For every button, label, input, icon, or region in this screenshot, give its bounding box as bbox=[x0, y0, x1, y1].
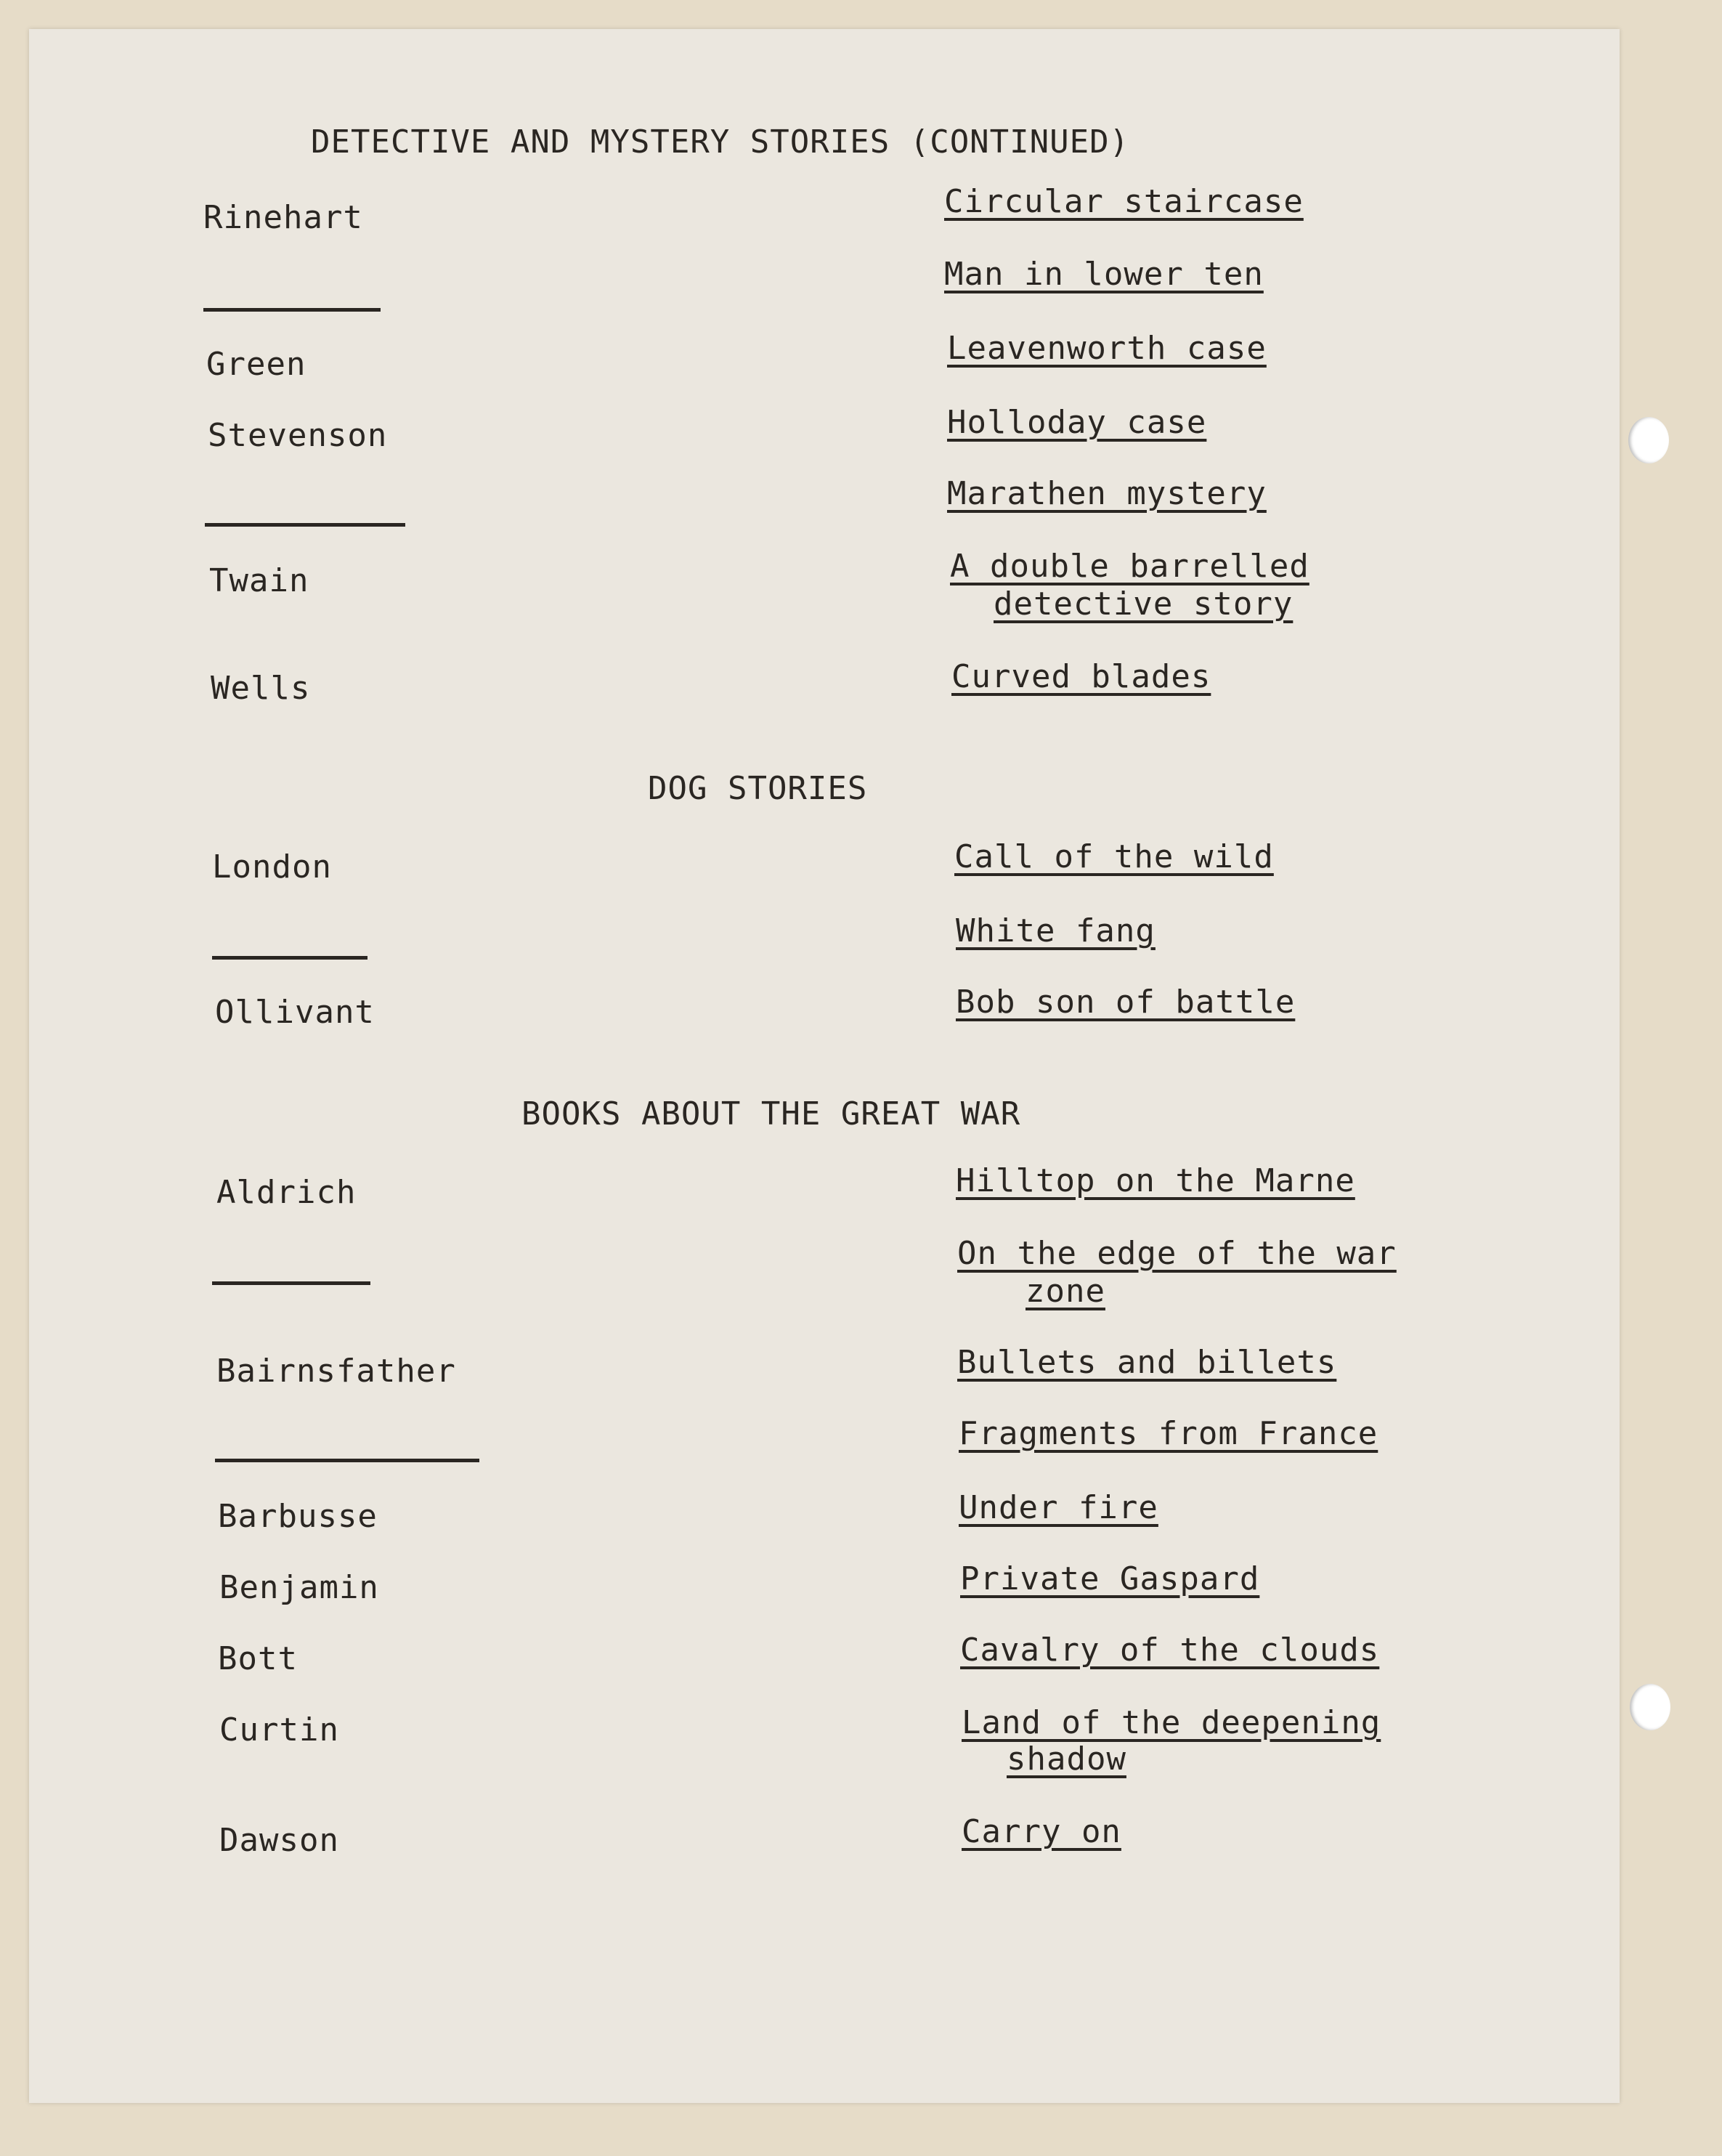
author-dawson: Dawson bbox=[219, 1822, 339, 1859]
author-wells: Wells bbox=[211, 670, 311, 707]
title-circular-staircase: Circular staircase bbox=[944, 183, 1304, 220]
title-under-fire: Under fire bbox=[959, 1489, 1158, 1526]
section-heading-dog-stories: DOG STORIES bbox=[648, 770, 868, 807]
title-detective-story: detective story bbox=[994, 585, 1293, 623]
author-london: London bbox=[212, 848, 332, 885]
title-holloday-case: Holloday case bbox=[947, 404, 1207, 441]
typed-page bbox=[29, 29, 1620, 2103]
author-stevenson: Stevenson bbox=[208, 417, 388, 454]
section-heading-great-war: BOOKS ABOUT THE GREAT WAR bbox=[521, 1095, 1021, 1132]
title-bullets-and-billets: Bullets and billets bbox=[957, 1344, 1337, 1381]
title-marathen-mystery: Marathen mystery bbox=[947, 475, 1267, 512]
author-rinehart: Rinehart bbox=[203, 199, 363, 236]
title-a-double-barrelled: A double barrelled bbox=[950, 548, 1309, 585]
author-bairnsfather: Bairnsfather bbox=[216, 1353, 456, 1390]
author-benjamin: Benjamin bbox=[219, 1569, 379, 1606]
title-land-of-the-deepening: Land of the deepening bbox=[962, 1704, 1381, 1741]
title-man-in-lower-ten: Man in lower ten bbox=[944, 256, 1264, 293]
title-zone: zone bbox=[1026, 1273, 1105, 1310]
title-shadow: shadow bbox=[1007, 1740, 1126, 1778]
title-on-the-edge-of-the-war: On the edge of the war bbox=[957, 1235, 1397, 1272]
author-bott: Bott bbox=[218, 1640, 298, 1677]
punch-hole-lower bbox=[1630, 1684, 1670, 1730]
section-heading-detective: DETECTIVE AND MYSTERY STORIES (CONTINUED) bbox=[311, 123, 1130, 161]
title-bob-son-of-battle: Bob son of battle bbox=[956, 984, 1296, 1021]
punch-hole-upper bbox=[1628, 417, 1669, 463]
author-aldrich: Aldrich bbox=[216, 1174, 357, 1211]
author-green: Green bbox=[206, 346, 306, 383]
author-ollivant: Ollivant bbox=[215, 994, 375, 1031]
title-private-gaspard: Private Gaspard bbox=[960, 1560, 1260, 1597]
ditto-dash bbox=[212, 956, 367, 960]
ditto-dash bbox=[205, 523, 405, 527]
author-curtin: Curtin bbox=[219, 1711, 339, 1748]
ditto-dash bbox=[212, 1281, 370, 1285]
ditto-dash bbox=[215, 1459, 479, 1462]
title-curved-blades: Curved blades bbox=[951, 658, 1211, 695]
title-call-of-the-wild: Call of the wild bbox=[954, 838, 1274, 875]
title-white-fang: White fang bbox=[956, 912, 1156, 949]
author-twain: Twain bbox=[209, 562, 309, 599]
author-barbusse: Barbusse bbox=[218, 1498, 378, 1535]
title-carry-on: Carry on bbox=[962, 1813, 1121, 1850]
title-cavalry-of-the-clouds: Cavalry of the clouds bbox=[960, 1632, 1380, 1669]
ditto-dash bbox=[203, 308, 381, 312]
title-leavenworth-case: Leavenworth case bbox=[947, 330, 1267, 367]
title-hilltop-on-the-marne: Hilltop on the Marne bbox=[956, 1162, 1355, 1199]
title-fragments-from-france: Fragments from France bbox=[959, 1415, 1378, 1452]
